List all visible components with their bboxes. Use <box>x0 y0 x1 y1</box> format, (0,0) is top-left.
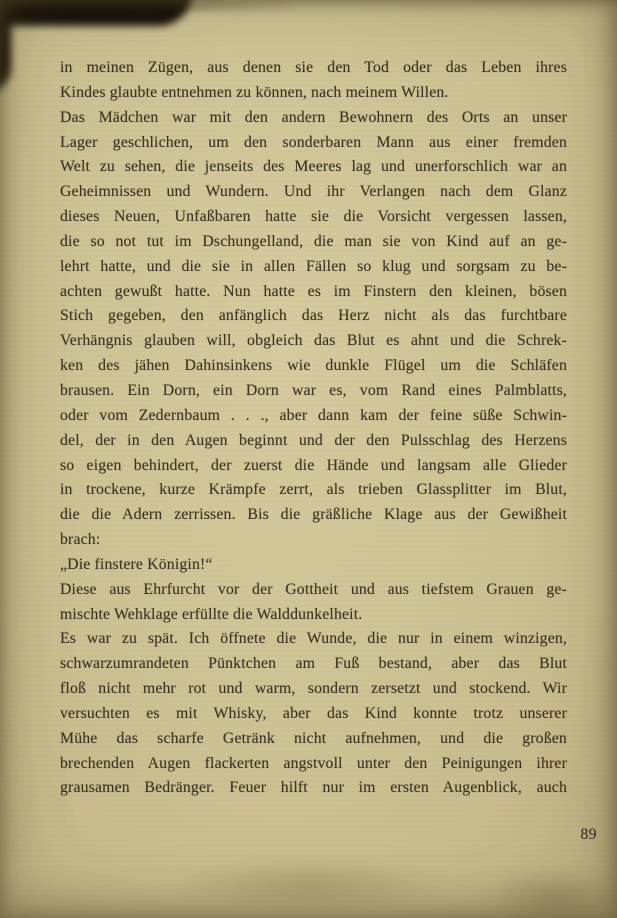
text-line: achten gewußt hatte. Nun hatte es im Finstern den kleinen, bösen <box>60 282 567 300</box>
text-line: oder vom Zedernbaum . . ., aber dann kam der feine süße Schwin- <box>60 406 567 424</box>
text-line: Welt zu sehen, die jenseits des Meeres lag und unerforschlich war an <box>60 158 567 176</box>
text-line: dieses Neuen, Unfaßbaren hatte sie die Vorsicht vergessen lassen, <box>60 208 567 226</box>
text-line: so eigen behindert, der zuerst die Hände und langsam alle Glieder <box>60 456 567 474</box>
text-line: versuchten es mit Whisky, aber das Kind konnte trotz unserer <box>60 704 567 722</box>
text-line: die so not tut im Dschungelland, die man sie von Kind auf an ge- <box>60 232 567 250</box>
text-line: Es war zu spät. Ich öffnete die Wunde, die nur in einem winzigen, <box>60 630 567 648</box>
page-number: 89 <box>580 826 597 843</box>
text-line: lehrt hatte, und die sie in allen Fällen so klug und sorgsam zu be- <box>60 257 567 275</box>
text-line: die die Adern zerrissen. Bis die gräßliche Klage aus der Gewißheit <box>60 506 567 524</box>
paper-smudge-bottom-right <box>485 868 617 918</box>
text-line: Lager geschlichen, um den sonderbaren Mann aus einer fremden <box>60 133 567 151</box>
text-line: floß nicht mehr rot und warm, sondern zersetzt und stockend. Wir <box>60 680 567 698</box>
text-line: brach: <box>60 531 101 549</box>
text-line: in trockene, kurze Krämpfe zerrt, als trieben Glassplitter im Blut, <box>60 481 567 499</box>
text-line: Kindes glaubte entnehmen zu können, nach meinem Willen. <box>60 83 449 101</box>
text-line: grausamen Bedränger. Feuer hilft nur im ersten Augenblick, auch <box>60 779 567 797</box>
paper-smudge-bottom <box>170 858 450 912</box>
text-line: ken des jähen Dahinsinkens wie dunkle Flügel um die Schläfen <box>60 357 567 375</box>
text-line: Verhängnis glauben will, obgleich das Blut es ahnt und die Schrek- <box>60 332 567 350</box>
text-line: brausen. Ein Dorn, ein Dorn war es, vom Rand eines Palmblatts, <box>60 381 567 399</box>
text-line: schwarzumrandeten Pünktchen am Fuß bestand, aber das Blut <box>60 655 567 673</box>
paper-stain-left-edge <box>0 0 11 94</box>
paper-shadow-top <box>0 0 340 11</box>
text-line: Diese aus Ehrfurcht vor der Gottheit und aus tiefstem Grauen ge- <box>60 580 567 598</box>
text-line: Das Mädchen war mit den andern Bewohnern des Orts an unser <box>60 108 567 126</box>
page-text <box>60 56 567 801</box>
text-line: Geheimnissen und Wundern. Und ihr Verlangen nach dem Glanz <box>60 183 567 201</box>
text-line: mischte Wehklage erfüllte die Walddunkelheit. <box>60 605 363 623</box>
text-line: del, der in den Augen beginnt und der den Pulsschlag des Herzens <box>60 431 567 449</box>
text-line: Mühe das scharfe Getränk nicht aufnehmen, und die großen <box>60 729 567 747</box>
text-line: „Die finstere Königin!“ <box>60 555 213 573</box>
text-line: Stich gegeben, den anfänglich das Herz nicht als das furchtbare <box>60 307 567 325</box>
text-line: in meinen Zügen, aus denen sie den Tod oder das Leben ihres <box>60 59 567 76</box>
text-line: brechenden Augen flackerten angstvoll unter den Peinigungen ihrer <box>60 754 567 772</box>
